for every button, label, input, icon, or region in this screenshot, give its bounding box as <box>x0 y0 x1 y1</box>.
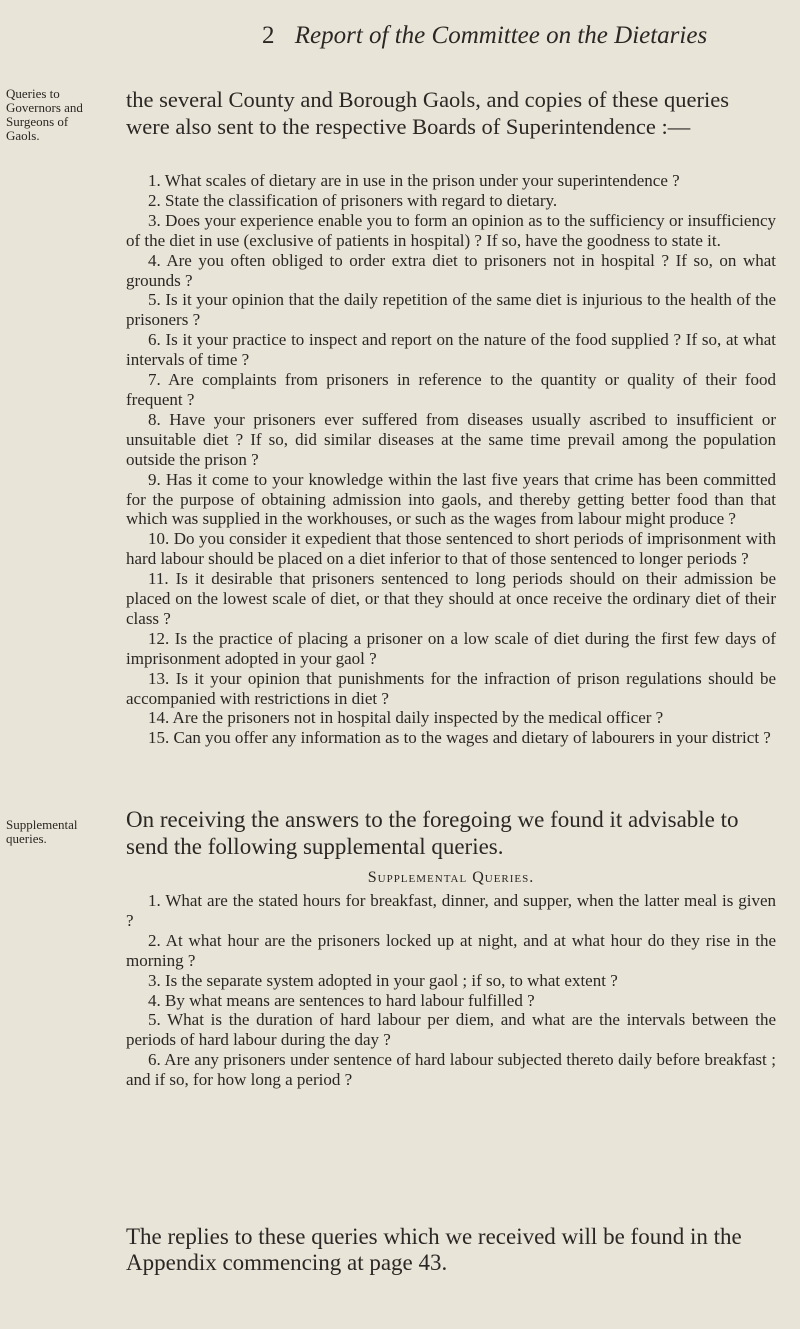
query-item: 15. Can you offer any information as to the wages and dietary of labourers in your district ? <box>148 728 771 748</box>
closing-paragraph: The replies to these queries which we received will be found in the Appendix commencing at page 43. <box>126 1224 742 1275</box>
supplemental-query-item: 4. By what means are sentences to hard labour fulfilled ? <box>148 990 535 1010</box>
supplemental-query-item: 3. Is the separate system adopted in your gaol ; if so, to what extent ? <box>148 970 618 990</box>
query-item: 11. Is it desirable that prisoners sentenced to long periods should on their admission be placed on the lowest scale of diet, or that they should at once receive the ordinary diet of their class ? <box>126 569 776 628</box>
query-item: 8. Have your prisoners ever suffered from diseases usually ascribed to insufficient or unsuitable diet ? If so, did similar diseases at the same time prevail among the population outside the prison ? <box>126 409 776 469</box>
supplemental-query-item: 6. Are any prisoners under sentence of hard labour subjected thereto daily before breakfast ; and if so, for how long a period ? <box>126 1050 776 1090</box>
page-header <box>262 22 707 50</box>
margin-note-supplemental: Supplemental queries. <box>6 817 78 846</box>
query-item: 7. Are complaints from prisoners in reference to the quantity or quality of their food frequent ? <box>126 370 776 409</box>
query-item: 13. Is it your opinion that punishments for the infraction of prison regulations should be accompanied with restrictions in diet ? <box>126 668 776 708</box>
queries-list <box>126 171 776 748</box>
query-item: 3. Does your experience enable you to form an opinion as to the sufficiency or insufficiency of the diet in use (exclusive of patients in hospital) ? If so, have the goodness to state it. <box>126 210 776 250</box>
supplemental-query-item: 1. What are the stated hours for breakfast, dinner, and supper, when the latter meal is given ? <box>126 891 776 930</box>
margin-note-queries: Queries to Governors and Surgeons of Gaols. <box>6 86 83 143</box>
query-item: 10. Do you consider it expedient that those sentenced to short periods of imprisonment with hard labour should be placed on a diet inferior to that of those sentenced to longer periods ? <box>126 529 776 569</box>
supplemental-intro: On receiving the answers to the foregoing we found it advisable to send the following supplemental queries. <box>126 807 739 859</box>
query-item: 6. Is it your practice to inspect and report on the nature of the food supplied ? If so, at what intervals of time ? <box>126 330 776 370</box>
supplemental-query-item: 5. What is the duration of hard labour per diem, and what are the intervals between the periods of hard labour during the day ? <box>126 1010 776 1050</box>
intro-paragraph: the several County and Borough Gaols, and copies of these queries were also sent to the respective Boards of Superintendence :— <box>126 87 729 139</box>
query-item: 4. Are you often obliged to order extra diet to prisoners not in hospital ? If so, on what grounds ? <box>126 250 776 290</box>
supplemental-queries-list <box>126 891 776 1090</box>
supplemental-heading: Supplemental Queries. <box>367 869 535 886</box>
query-item: 5. Is it your opinion that the daily repetition of the same diet is injurious to the health of the prisoners ? <box>126 290 776 330</box>
query-item: 1. What scales of dietary are in use in the prison under your superintendence ? <box>148 171 680 190</box>
running-title: Report of the Committee on the Dietaries <box>294 22 708 49</box>
supplemental-query-item: 2. At what hour are the prisoners locked up at night, and at what hour do they rise in the morning ? <box>126 930 776 970</box>
query-item: 2. State the classification of prisoners with regard to dietary. <box>148 190 558 210</box>
query-item: 12. Is the practice of placing a prisoner on a low scale of diet during the first few days of imprisonment adopted in your gaol ? <box>126 628 776 668</box>
page-number: 2 <box>262 22 275 49</box>
query-item: 14. Are the prisoners not in hospital daily inspected by the medical officer ? <box>148 708 664 728</box>
query-item: 9. Has it come to your knowledge within the last five years that crime has been committed for the purpose of obtaining admission into gaols, and thereby getting better food than that which was supplied in the workhouses, or such as the wages from labour might produce ? <box>126 469 776 529</box>
